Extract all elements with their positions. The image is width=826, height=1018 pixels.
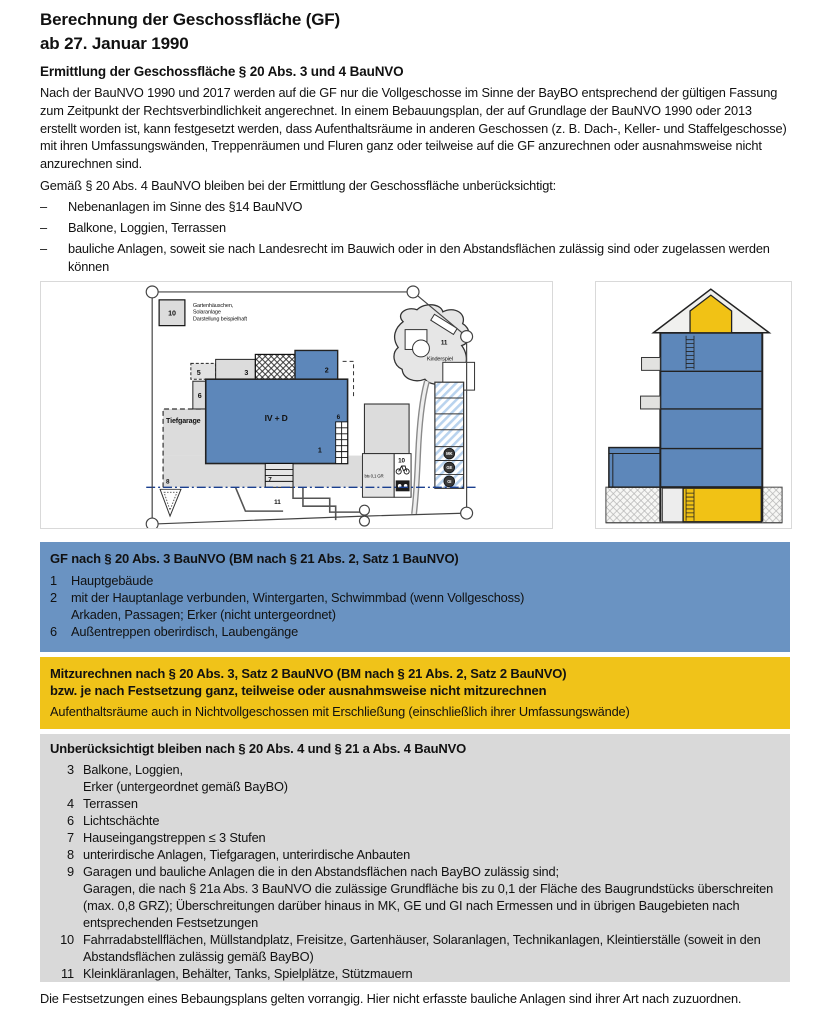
garden-shed-legend bbox=[159, 300, 247, 326]
yellow-box-title-line2: bzw. je nach Festsetzung ganz, teilweise oder ausnahmsweise nicht mitzurechnen bbox=[50, 682, 547, 698]
list-item: 8 unterirdische Anlagen, Tiefgaragen, unterirdische Anbauten bbox=[67, 846, 411, 862]
building-section-svg bbox=[596, 282, 791, 528]
gray-box-title: Unberücksichtigt bleiben nach § 20 Abs. 4 und § 21 a Abs. 4 BauNVO bbox=[50, 740, 467, 756]
list-item: 9 Garagen und bauliche Anlagen die in den Abstandsflächen nach BayBO zulässig sind; bbox=[67, 863, 559, 879]
crosshatch-area bbox=[255, 354, 297, 379]
bis-gr-label: bis 0,1 GR bbox=[364, 473, 384, 479]
parking-strip bbox=[435, 382, 464, 488]
svg-text:10: 10 bbox=[168, 309, 176, 318]
playground-area bbox=[394, 304, 475, 389]
gray-box-items bbox=[50, 761, 780, 982]
bullet-dash: – bbox=[40, 219, 47, 235]
tiefgarage-label: Tiefgarage bbox=[166, 416, 201, 425]
bullet-list bbox=[40, 198, 790, 276]
zone-circle-gi bbox=[444, 476, 455, 487]
basement-lightwell bbox=[662, 488, 683, 522]
svg-text:3: 3 bbox=[244, 368, 249, 377]
gf-included-box bbox=[40, 542, 790, 652]
balcony-lower bbox=[641, 396, 661, 409]
stream-path bbox=[414, 381, 427, 514]
kinderspiel-label: Kinderspiel bbox=[426, 356, 453, 363]
building-part-2 bbox=[295, 350, 338, 379]
list-item: 6 Lichtschächte bbox=[67, 812, 160, 828]
zone-3 bbox=[216, 354, 297, 379]
svg-text:1: 1 bbox=[317, 446, 322, 455]
list-item: 10 Fahrradabstellflächen, Müllstandplatz, Freisitze, Gartenhäuser, Solaranlagen, Technikanlagen, Kleintierställe (soweit in den Abstandsflächen zulässig gemäß BayBO) bbox=[60, 931, 761, 964]
list-item: 11 Kleinkläranlagen, Behälter, Tanks, Spielplätze, Stützmauern bbox=[61, 965, 413, 981]
utility-building bbox=[364, 404, 409, 454]
yellow-box-title-line1: Mitzurechnen nach § 20 Abs. 3, Satz 2 BauNVO (BM nach § 21 Abs. 2, Satz 2 BauNVO) bbox=[50, 665, 567, 681]
footer-note: Die Festsetzungen eines Bebaungsplans gelten vorrangig. Hier nicht erfasste bauliche Anlagen sind ihrer Art nach zuzuordnen. bbox=[40, 990, 742, 1006]
list-item: 1 Hauptgebäude bbox=[50, 572, 154, 588]
gf-excluded-box bbox=[40, 734, 790, 982]
zone-circle-ge bbox=[444, 462, 455, 473]
yellow-box-body: Aufenthaltsräume auch in Nichtvollgeschossen mit Erschließung (einschließlich ihrer Umfassungswände) bbox=[50, 703, 630, 719]
site-plan-svg bbox=[41, 282, 552, 528]
annex-building bbox=[609, 447, 660, 487]
bullet-text: bauliche Anlagen, soweit sie nach Landesrecht im Bauwich oder in den Abstandsflächen zulässig sind oder zugelassen werden können bbox=[68, 241, 770, 274]
annex-box-5 bbox=[191, 363, 216, 379]
gf-conditional-box bbox=[40, 657, 790, 729]
page-title-line2: ab 27. Januar 1990 bbox=[40, 34, 189, 53]
main-building-label: IV + D bbox=[264, 412, 288, 423]
walkway-11 bbox=[235, 487, 369, 520]
list-item: Arkaden, Passagen; Erker (nicht untergeordnet) bbox=[71, 607, 336, 623]
blue-box-items bbox=[50, 572, 780, 641]
paragraph-1: Nach der BauNVO 1990 und 2017 werden auf die GF nur die Vollgeschosse im Sinne der BayBO entsprechend der gültigen Fassung zum Zeitpunkt der Rechtsverbindlichkeit angerechnet. In einem Bebauungsplan, der auf Grundlage der BauNVO 1990 oder 2013 erstellt worden ist, kann festgesetzt werden, dass Aufenthaltsräume in anderen Geschossen (z. B. Dach-, Keller- und Staffelgeschosse) mit ihren Umfassungswänden, Treppenräumen und Fluren ganz oder teilweise auf die GF anzurechnen oder ausnahmsweise nicht anzurechnen sind. bbox=[40, 85, 787, 172]
svg-text:Solaranlage: Solaranlage bbox=[192, 309, 221, 316]
basement bbox=[662, 488, 761, 522]
svg-text:2: 2 bbox=[324, 366, 329, 375]
building-section-figure bbox=[595, 281, 792, 529]
walkway-label: 11 bbox=[274, 498, 281, 506]
exterior-stairs-6 bbox=[336, 422, 348, 464]
list-item: 7 Hauseingangstreppen ≤ 3 Stufen bbox=[67, 829, 266, 845]
sign-box bbox=[396, 480, 410, 491]
paragraph-2: Gemäß § 20 Abs. 4 BauNVO bleiben bei der Ermittlung der Geschossfläche unberücksichtigt: bbox=[40, 177, 557, 193]
balconies bbox=[641, 357, 661, 408]
bullet-dash: – bbox=[40, 241, 47, 257]
list-item bbox=[40, 219, 790, 237]
svg-text:Darstellung beispielhaft: Darstellung beispielhaft bbox=[192, 316, 247, 323]
basement-habitable-room bbox=[683, 488, 761, 522]
bullet-text: Balkone, Loggien, Terrassen bbox=[68, 219, 226, 235]
svg-text:6: 6 bbox=[197, 391, 202, 400]
svg-text:MK: MK bbox=[446, 450, 453, 456]
page-title bbox=[40, 8, 790, 56]
svg-text:8: 8 bbox=[166, 478, 170, 486]
main-building bbox=[206, 379, 348, 463]
bullet-text: Nebenanlagen im Sinne des §14 BauNVO bbox=[68, 198, 303, 214]
bike-area-number: 10 bbox=[398, 457, 405, 465]
balcony-upper bbox=[642, 357, 661, 370]
svg-text:5: 5 bbox=[196, 368, 201, 377]
list-item: 3 Balkone, Loggien, bbox=[67, 761, 183, 777]
list-item: Erker (untergeordnet gemäß BayBO) bbox=[83, 778, 288, 794]
svg-text:Gartenhäuschen,: Gartenhäuschen, bbox=[192, 302, 234, 309]
figures-row bbox=[40, 281, 790, 529]
zone-circle-mk bbox=[444, 448, 455, 459]
list-item bbox=[40, 240, 790, 276]
entrance-stairs-7 bbox=[265, 463, 293, 487]
section-heading: Ermittlung der Geschossfläche § 20 Abs. 3 und 4 BauNVO bbox=[40, 64, 404, 79]
list-item bbox=[40, 198, 790, 216]
page-title-line1: Berechnung der Geschossfläche (GF) bbox=[40, 10, 341, 29]
list-item: 6 Außentreppen oberirdisch, Laubengänge bbox=[50, 624, 299, 640]
site-plan-figure bbox=[40, 281, 553, 529]
list-item: Garagen, die nach § 21a Abs. 3 BauNVO die zulässige Grundfläche bis zu 0,1 der Fläche des Baugrundstücks überschreiten (max. 0,8 GRZ); Überschreitungen darüber hinaus in MK, GE und GI nach Ermessen und in übrigen Baugebieten nach entsprechenden Festsetzungen bbox=[83, 880, 774, 930]
list-item: 4 Terrassen bbox=[67, 795, 138, 811]
full-storeys bbox=[660, 332, 762, 486]
blue-box-title: GF nach § 20 Abs. 3 BauNVO (BM nach § 21 Abs. 2, Satz 1 BauNVO) bbox=[50, 550, 459, 566]
playground-number: 11 bbox=[440, 339, 448, 347]
svg-text:GI: GI bbox=[447, 478, 452, 484]
svg-text:7: 7 bbox=[268, 476, 272, 484]
list-item: 2 mit der Hauptanlage verbunden, Wintergarten, Schwimmbad (wenn Vollgeschoss) bbox=[50, 589, 525, 605]
bike-parking-10 bbox=[362, 453, 411, 497]
roof bbox=[653, 289, 769, 333]
bullet-dash: – bbox=[40, 198, 47, 214]
svg-text:GE: GE bbox=[446, 464, 453, 470]
svg-text:6: 6 bbox=[336, 413, 341, 421]
